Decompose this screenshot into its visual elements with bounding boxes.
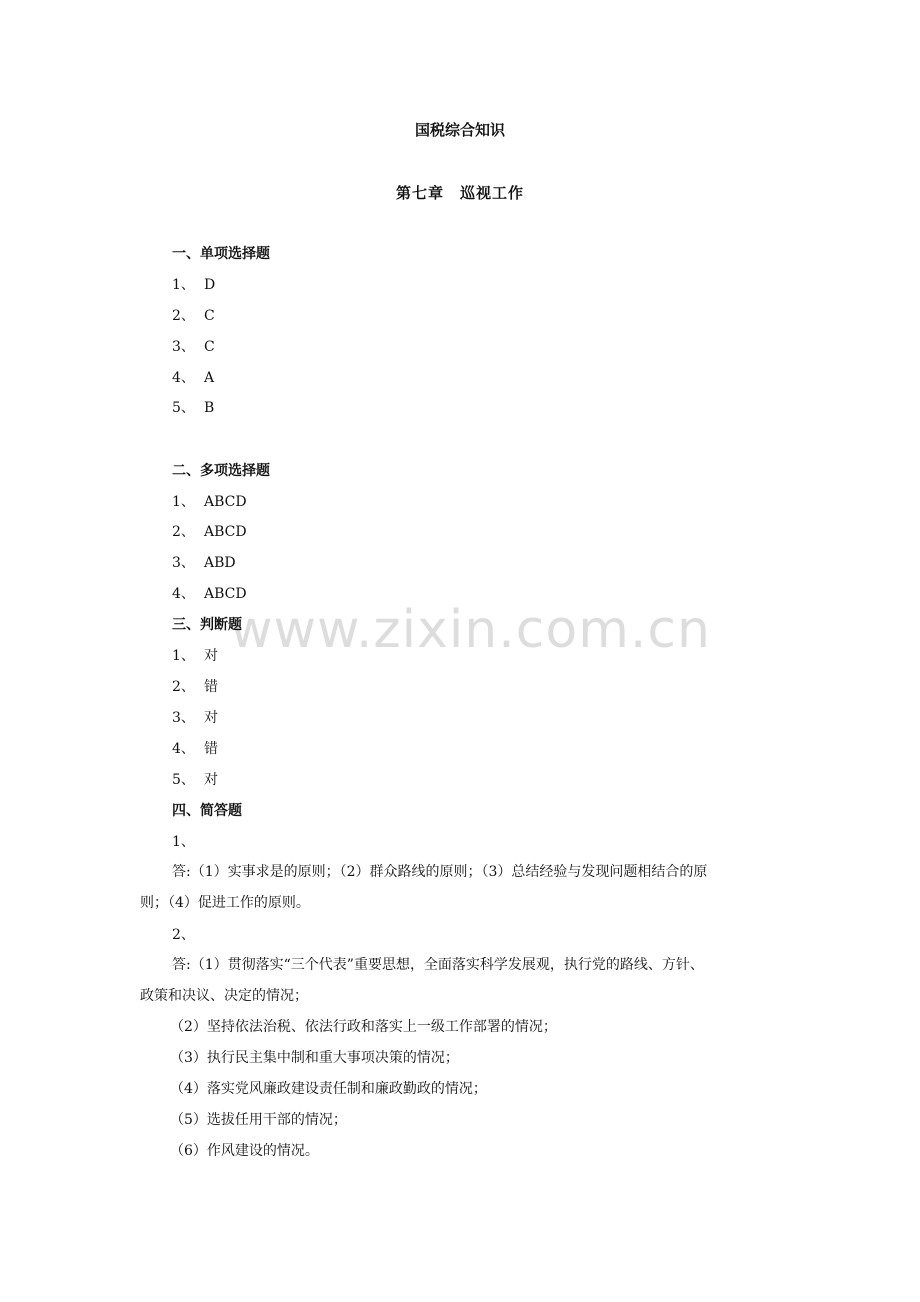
answer-item: 5、 B xyxy=(172,400,215,416)
answer-item: 3、 ABD xyxy=(172,555,236,571)
answer-item: 4、 A xyxy=(172,370,215,386)
answer-point: （5）选拔任用干部的情况； xyxy=(170,1112,347,1128)
section-heading-single-choice: 一、单项选择题 xyxy=(172,246,270,262)
answer-item: 3、 对 xyxy=(172,710,218,726)
answer-text: 政策和决议、决定的情况； xyxy=(140,988,308,1004)
question-number: 1、 xyxy=(172,834,195,850)
answer-item: 2、 错 xyxy=(172,679,218,695)
answer-point: （6）作风建设的情况。 xyxy=(170,1143,319,1159)
answer-item: 5、 对 xyxy=(172,772,218,788)
answer-item: 2、 C xyxy=(172,308,215,324)
watermark: www.zixin.com.cn xyxy=(230,600,711,660)
answer-item: 3、 C xyxy=(172,339,215,355)
answer-point: （4）落实党风廉政建设责任制和廉政勤政的情况； xyxy=(170,1081,487,1097)
answer-item: 1、 对 xyxy=(172,648,218,664)
answer-item: 4、 ABCD xyxy=(172,586,247,602)
chapter-title: 第七章 巡视工作 xyxy=(395,184,524,202)
section-heading-multiple-choice: 二、多项选择题 xyxy=(172,463,270,479)
answer-item: 1、 D xyxy=(172,277,216,293)
answer-item: 2、 ABCD xyxy=(172,524,247,540)
section-heading-judgement: 三、判断题 xyxy=(172,617,242,633)
answer-item: 1、 ABCD xyxy=(172,494,247,510)
document-title: 国税综合知识 xyxy=(414,121,505,139)
section-heading-short-answer: 四、简答题 xyxy=(172,803,242,819)
answer-text: 答:（1）贯彻落实“三个代表”重要思想，全面落实科学发展观，执行党的路线、方针、 xyxy=(172,957,704,973)
answer-text: 答:（1）实事求是的原则；（2）群众路线的原则；（3）总结经验与发现问题相结合的原 xyxy=(172,864,708,880)
answer-point: （3）执行民主集中制和重大事项决策的情况； xyxy=(170,1050,459,1066)
answer-point: （2）坚持依法治税、依法行政和落实上一级工作部署的情况； xyxy=(170,1019,557,1035)
answer-item: 4、 错 xyxy=(172,741,218,757)
answer-text: 则；（4）促进工作的原则。 xyxy=(140,895,310,911)
question-number: 2、 xyxy=(172,927,195,943)
